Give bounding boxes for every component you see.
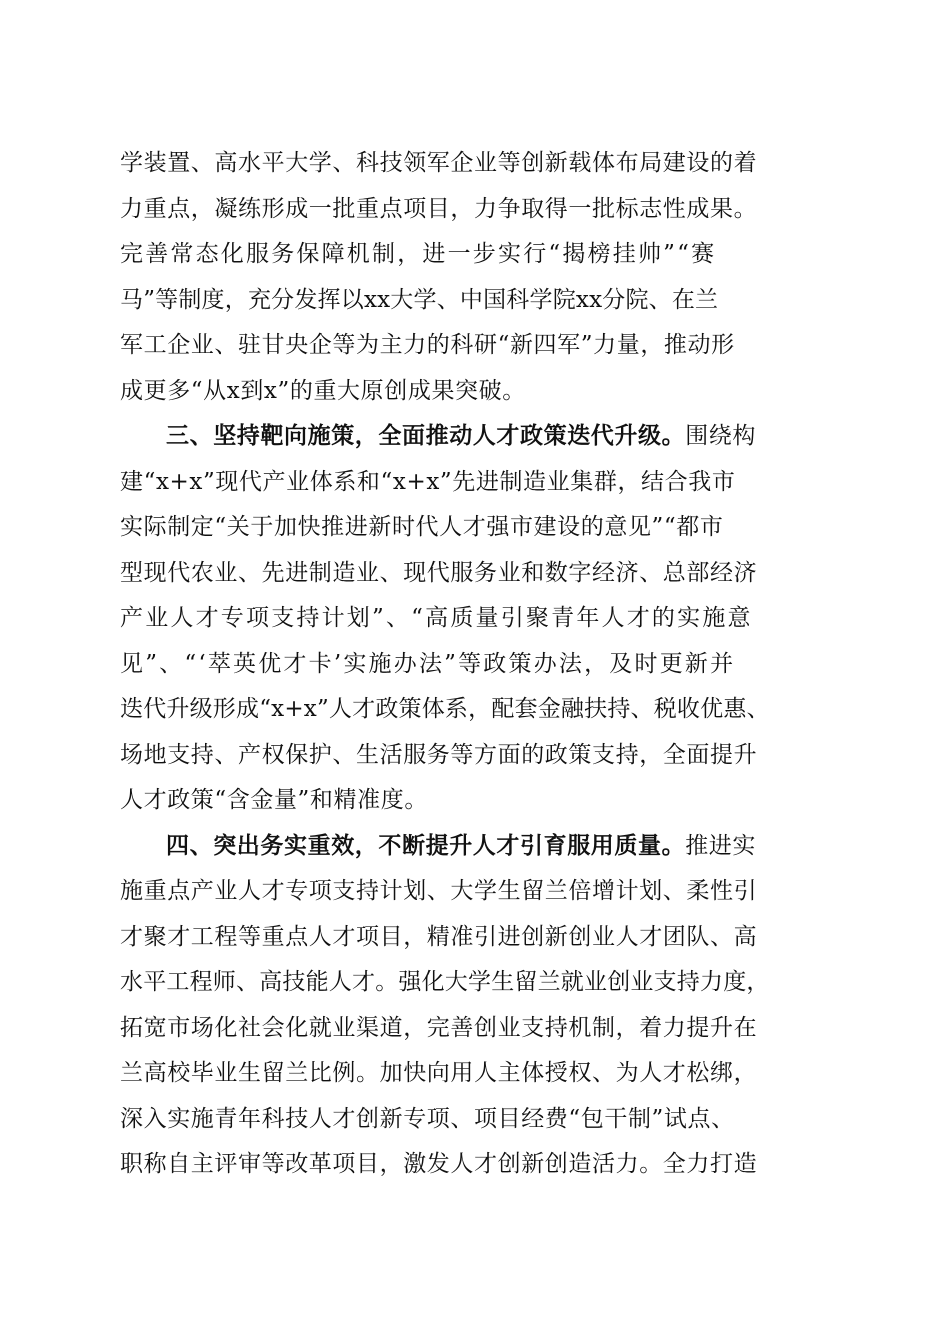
text-line: 人才政策“含金量”和精准度。 (120, 787, 428, 813)
text-line: 迭代升级形成“x+x”人才政策体系，配套金融扶持、税收优惠、 (120, 696, 770, 722)
section-3-first-line (120, 414, 840, 460)
text-line: 马”等制度，充分发挥以xx大学、中国科学院xx分院、在兰 (120, 286, 719, 313)
section-3-heading: 三、坚持靶向施策，全面推动人才政策迭代升级。 (166, 423, 686, 449)
section-4-heading-tail: 推进实 (685, 832, 757, 859)
section-4-first-line (120, 824, 840, 870)
document-body (120, 141, 840, 1188)
text-line: 水平工程师、高技能人才。强化大学生留兰就业创业支持力度， (120, 969, 770, 995)
text-line: 拓宽市场化社会化就业渠道，完善创业支持机制，着力提升在 (120, 1014, 758, 1041)
text-line: 见”、“‘萃英优才卡’实施办法”等政策办法，及时更新并 (120, 650, 736, 677)
text-line: 学装置、高水平大学、科技领军企业等创新载体布局建设的着 (120, 150, 758, 176)
section-4-heading: 四、突出务实重效，不断提升人才引育服用质量。 (166, 832, 686, 859)
text-line: 实际制定“关于加快推进新时代人才强市建设的意见”“都市 (120, 514, 724, 540)
text-line: 型现代农业、先进制造业、现代服务业和数字经济、总部经济 (120, 559, 758, 586)
section-3-heading-tail: 围绕构 (685, 423, 757, 449)
text-line: 军工企业、驻甘央企等为主力的科研“新四军”力量，推动形 (120, 332, 735, 358)
text-line: 才聚才工程等重点人才项目，精准引进创新创业人才团队、高 (120, 923, 758, 950)
text-line: 职称自主评审等改革项目，激发人才创新创造活力。全力打造 (120, 1151, 758, 1177)
text-line: 成更多“从x到x”的重大原创成果突破。 (120, 377, 526, 404)
text-line: 力重点，凝练形成一批重点项目，力争取得一批标志性成果。 (120, 195, 758, 222)
text-line: 兰高校毕业生留兰比例。加快向用人主体授权、为人才松绑， (120, 1060, 758, 1086)
text-line: 产业人才专项支持计划”、“高质量引聚青年人才的实施意 (120, 605, 753, 631)
text-line: 场地支持、产权保护、生活服务等方面的政策支持，全面提升 (120, 741, 758, 768)
text-line: 完善常态化服务保障机制，进一步实行“揭榜挂帅”“赛 (120, 241, 717, 267)
text-line: 建“x+x”现代产业体系和“x+x”先进制造业集群，结合我市 (120, 468, 736, 495)
text-line: 深入实施青年科技人才创新专项、项目经费“包干制”试点、 (120, 1105, 735, 1132)
text-line: 施重点产业人才专项支持计划、大学生留兰倍增计划、柔性引 (120, 878, 758, 904)
